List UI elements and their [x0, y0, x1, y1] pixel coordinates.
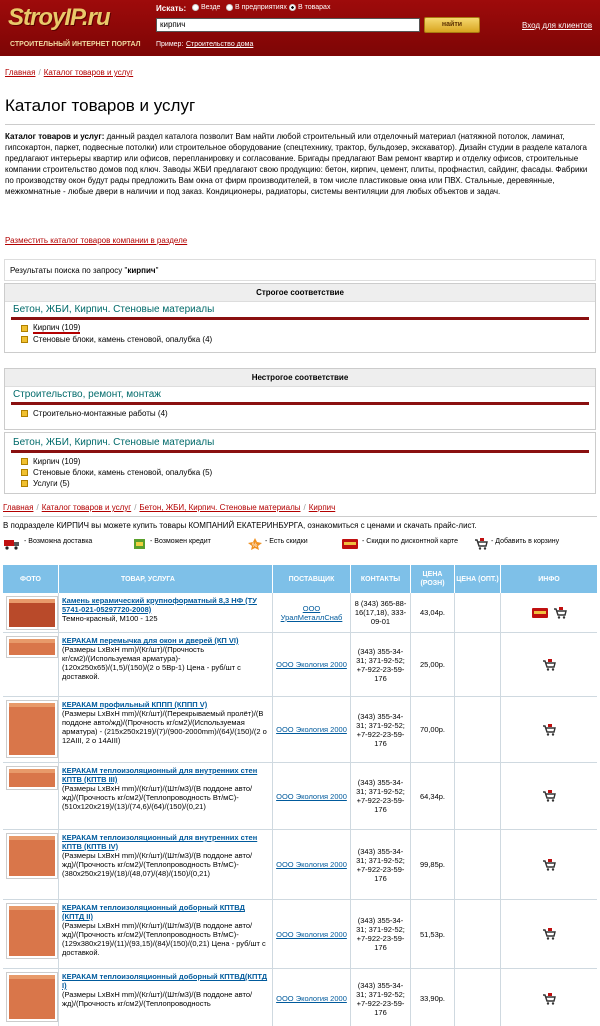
product-description: (Размеры LxBxH mm)/(Кг/шт)/(Шт/м3)/(В поддоне авто/жд)/(Прочность кг/cм2)/(Теплопроводность Вт/мС)- (380x250x219)/(18)/(48,07)/(48)/(150)/(0,21) — [62, 851, 253, 878]
product-name-link[interactable]: КЕРАКАМ теплоизоляционный для внутренних стен КПТВ (КПТВ III) — [62, 766, 258, 784]
breadcrumb-secondary: Главная / Каталог товаров и услуг / Бетон, ЖБИ, Кирпич. Стеновые материалы / Кирпич — [3, 503, 336, 512]
supplier-link[interactable]: ООО Экология 2000 — [276, 860, 347, 869]
table-row — [3, 900, 597, 969]
brick-image — [7, 597, 57, 629]
product-photo[interactable] — [6, 972, 58, 1022]
brick-image — [7, 767, 57, 789]
product-description: (Размеры LxBxH mm)/(Кг/шт)/(Шт/м3)/(В поддоне авто/жд)/(Прочность кг/cм2)/(Теплопроводность Вт/мС)- (510x120x219)/(13)/(74,6)/(64)/(150)/(0,21) — [62, 784, 253, 811]
col-photo: ФОТО — [3, 565, 59, 593]
product-name-link[interactable]: КЕРАКАМ профильный КППП (КППП V) — [62, 700, 208, 709]
brick-image — [7, 904, 57, 958]
breadcrumb-category[interactable]: Бетон, ЖБИ, Кирпич. Стеновые материалы — [139, 503, 301, 512]
search-results-summary: Результаты поиска по запросу "кирпич" — [4, 259, 596, 281]
breadcrumb: Главная / Каталог товаров и услуг — [5, 68, 134, 77]
legend-add-to-cart: - Добавить в корзину — [474, 538, 559, 550]
product-photo[interactable] — [6, 833, 58, 879]
breadcrumb-home[interactable]: Главная — [3, 503, 34, 512]
subcategory-info: В подразделе КИРПИЧ вы можете купить товары КОМПАНИЙ ЕКАТЕРИНБУРГА, ознакомиться с ценами и скачать прайс-лист. — [3, 521, 477, 530]
folder-icon — [21, 410, 28, 417]
supplier-link[interactable]: ООО Экология 2000 — [276, 929, 347, 939]
supplier-link[interactable]: ООО УралМеталлСнаб — [280, 603, 343, 622]
search-input[interactable]: кирпич — [156, 18, 420, 32]
nonstrict-category-link[interactable]: Строительство, ремонт, монтаж — [13, 389, 161, 400]
folder-icon — [21, 469, 28, 476]
breadcrumb-divider — [3, 516, 597, 517]
product-description: (Размеры LxBxH mm)/(Кг/шт)/(Перекрываемый пролёт)/(В поддоне авто/жд)/(Прочность кг/cм2)/(Используемая арматура) - (215x250x219)/(7)/(900-2000mm)/(64)/(150)/(2 о 12AIII, 2 о 14AIII) — [62, 709, 267, 745]
cart-icon[interactable] — [553, 607, 567, 619]
list-item[interactable]: Кирпич (109) — [21, 456, 579, 467]
col-supplier: ПОСТАВЩИК — [273, 565, 351, 593]
cart-icon[interactable] — [542, 659, 556, 671]
radio-products[interactable]: В товарах — [289, 4, 330, 11]
example-label: Пример: — [156, 41, 184, 48]
discount-card-icon — [531, 607, 549, 619]
contacts-text: (343) 355-34-31; 371-92-52; +7-922-23-59-176 — [356, 916, 405, 952]
retail-price: 43,04р. — [419, 608, 446, 617]
svg-text:%: % — [252, 543, 258, 549]
table-row — [3, 969, 597, 1026]
legend-discount-card: - Скидки по дисконтной карте — [341, 538, 466, 550]
discount-card-icon — [341, 538, 359, 550]
client-login-link[interactable]: Вход для клиентов — [522, 21, 593, 30]
table-row — [3, 830, 597, 900]
table-row — [3, 593, 597, 633]
retail-price: 51,53р. — [419, 929, 446, 939]
folder-icon — [21, 480, 28, 487]
legend-credit: - Возможен кредит — [133, 538, 211, 550]
list-item[interactable]: Услуги (5) — [21, 478, 579, 489]
search-label: Искать: — [156, 4, 187, 13]
breadcrumb-subcategory[interactable]: Кирпич — [308, 503, 336, 512]
list-item[interactable]: Стеновые блоки, камень стеновой, опалубка (5) — [21, 467, 579, 478]
retail-price: 99,85р. — [419, 860, 446, 869]
breadcrumb-home[interactable]: Главная — [5, 68, 36, 77]
breadcrumb-catalog[interactable]: Каталог товаров и услуг — [41, 503, 132, 512]
credit-icon — [133, 538, 147, 550]
strict-match-section — [4, 283, 596, 353]
site-logo[interactable]: StroyIP.ru — [8, 4, 110, 31]
legend-discount: % - Есть скидки — [248, 538, 308, 550]
col-product: ТОВАР, УСЛУГА — [59, 565, 273, 593]
page-title: Каталог товаров и услуг — [5, 96, 196, 115]
product-photo[interactable] — [6, 596, 58, 630]
retail-price: 70,00р. — [419, 725, 446, 734]
brick-image — [7, 637, 57, 657]
retail-price: 64,34р. — [419, 791, 446, 801]
nonstrict-category-link-2[interactable]: Бетон, ЖБИ, Кирпич. Стеновые материалы — [13, 437, 215, 448]
breadcrumb-catalog[interactable]: Каталог товаров и услуг — [43, 68, 134, 77]
col-price-retail: ЦЕНА (РОЗН) — [411, 565, 455, 593]
product-photo[interactable] — [6, 903, 58, 959]
brick-image — [7, 973, 57, 1021]
truck-icon — [3, 538, 21, 550]
list-item[interactable]: Строительно-монтажные работы (4) — [21, 408, 579, 419]
product-name-link[interactable]: КЕРАКАМ теплоизоляционный доборный КПТВД(КПТД I) — [62, 972, 268, 990]
product-name-link[interactable]: КЕРАКАМ перемычка для окон и дверей (КП VI) — [62, 636, 239, 645]
retail-price: 25,00р. — [419, 660, 446, 669]
col-info: ИНФО — [538, 575, 560, 583]
radio-everywhere[interactable]: Везде — [192, 4, 220, 11]
cart-icon[interactable] — [542, 993, 556, 1005]
table-header — [3, 565, 597, 593]
radio-companies[interactable]: В предприятиях — [226, 4, 287, 11]
col-contacts: КОНТАКТЫ — [351, 565, 411, 593]
cart-icon[interactable] — [542, 859, 556, 871]
product-name-link[interactable]: Камень керамический крупноформатный 8,3 НФ (ТУ 5741-021-05297720-2008) — [62, 596, 257, 614]
product-name-link[interactable]: КЕРАКАМ теплоизоляционный для внутренних стен КПТВ (КПТВ IV) — [62, 833, 258, 851]
nonstrict-group-2 — [4, 432, 596, 494]
cart-icon[interactable] — [542, 790, 556, 802]
contacts-text: (343) 355-34-31; 371-92-52; +7-922-23-59-176 — [356, 980, 405, 1017]
contacts-text: 8 (343) 365-88-16(17,18), 333-09-01 — [354, 599, 407, 626]
contacts-text: (343) 355-34-31; 371-92-52; +7-922-23-59-176 — [356, 646, 405, 683]
table-row — [3, 697, 597, 763]
brick-image — [7, 701, 57, 757]
find-button[interactable]: найти — [424, 17, 480, 33]
nonstrict-match-header: Нестрогое соответствие — [5, 369, 595, 387]
site-tagline: СТРОИТЕЛЬНЫЙ ИНТЕРНЕТ ПОРТАЛ — [10, 41, 141, 48]
retail-price: 33,90р. — [419, 994, 446, 1003]
product-name-link[interactable]: КЕРАКАМ теплоизоляционный доборный КПТВД (КПТД II) — [62, 903, 245, 921]
table-row — [3, 633, 597, 697]
example-link[interactable]: Строительство дома — [186, 41, 254, 48]
folder-icon — [21, 325, 28, 332]
list-item[interactable]: Стеновые блоки, камень стеновой, опалубка (4) — [21, 334, 579, 345]
supplier-link[interactable]: ООО Экология 2000 — [276, 994, 347, 1003]
catalog-description: Каталог товаров и услуг: данный раздел каталога позволит Вам найти любой строительный или отделочный материал (натяжной потолок, ламинат, гипсокартон, паркет, подвесные потолки) или строительное оборудование (спецтехнику, трактор, бульдозер, экскаватор). Дизайн студии в разделе каталога предлагают интерьеры квартир или офисов, перепланировку и согласование. Бригады предлагают Вам ремонт квартир и отделку офисов, строительные компании строительство домов под ключ. Заводы ЖБИ предлагают свою продукцию: бетон, кирпич, цемент, плиты, профнастил, сайдинг, фасады. Фабрики по производству окон будут рады предложить Вам окна от фирм производителей, в том числе пластиковые окна или ПВХ. Стальные, деревянные, межкомнатные - любые двери в наличии и под заказ. Кондиционеры, радиаторы, системы вентиляции для любых объектов и задач. — [5, 132, 588, 196]
col-price-wholesale: ЦЕНА (ОПТ.) — [455, 565, 501, 593]
title-divider — [5, 124, 595, 125]
list-item[interactable]: Кирпич (109) — [21, 323, 579, 334]
folder-icon — [21, 458, 28, 465]
strict-category-link[interactable]: Бетон, ЖБИ, Кирпич. Стеновые материалы — [13, 304, 215, 315]
legend-delivery: - Возможна доставка — [3, 538, 92, 550]
product-description: Темно-красный, М100 - 125 — [62, 614, 158, 623]
folder-icon — [21, 336, 28, 343]
contacts-text: (343) 355-34-31; 371-92-52; +7-922-23-59-176 — [356, 846, 405, 883]
brick-image — [7, 834, 57, 878]
table-row — [3, 763, 597, 830]
strict-match-header: Строгое соответствие — [5, 284, 595, 302]
product-photo[interactable] — [6, 766, 58, 790]
cart-icon — [474, 538, 488, 550]
cart-icon[interactable] — [542, 928, 556, 940]
contacts-text: (343) 355-34-31; 371-92-52; +7-922-23-59-176 — [356, 711, 405, 748]
discount-icon — [248, 538, 262, 550]
product-description: (Размеры LxBxH mm)/(Кг/шт)/(Прочность кг/cм2)/(Используемая арматура)- (120x250x65)/(1,5)/(150)/(2 о 5Вр-1) Цена - руб/шт с доставкой. — [62, 645, 241, 681]
contacts-text: (343) 355-34-31; 371-92-52; +7-922-23-59-176 — [356, 778, 405, 814]
supplier-link[interactable]: ООО Экология 2000 — [276, 791, 347, 801]
product-description: (Размеры LxBxH mm)/(Кг/шт)/(Шт/м3)/(В поддоне авто/жд)/(Прочность кг/cм2)/(Теплопроводность — [62, 990, 253, 1008]
product-photo[interactable] — [6, 636, 58, 658]
cart-icon[interactable] — [542, 724, 556, 736]
supplier-link[interactable]: ООО Экология 2000 — [276, 660, 347, 669]
product-description: (Размеры LxBxH mm)/(Кг/шт)/(Шт/м3)/(В поддоне авто/жд)/(Прочность кг/cм2)/(Теплопроводность Вт/мС)- (129x380x219)/(11)/(93,15)/(84)/(150)/(0,21) Цена - руб/шт с доставкой. — [62, 921, 266, 957]
product-photo[interactable] — [6, 700, 58, 758]
site-header — [0, 0, 600, 56]
nonstrict-match-section — [4, 368, 596, 430]
place-catalog-link[interactable]: Разместить каталог товаров компании в разделе — [5, 236, 188, 245]
supplier-link[interactable]: ООО Экология 2000 — [276, 725, 347, 734]
